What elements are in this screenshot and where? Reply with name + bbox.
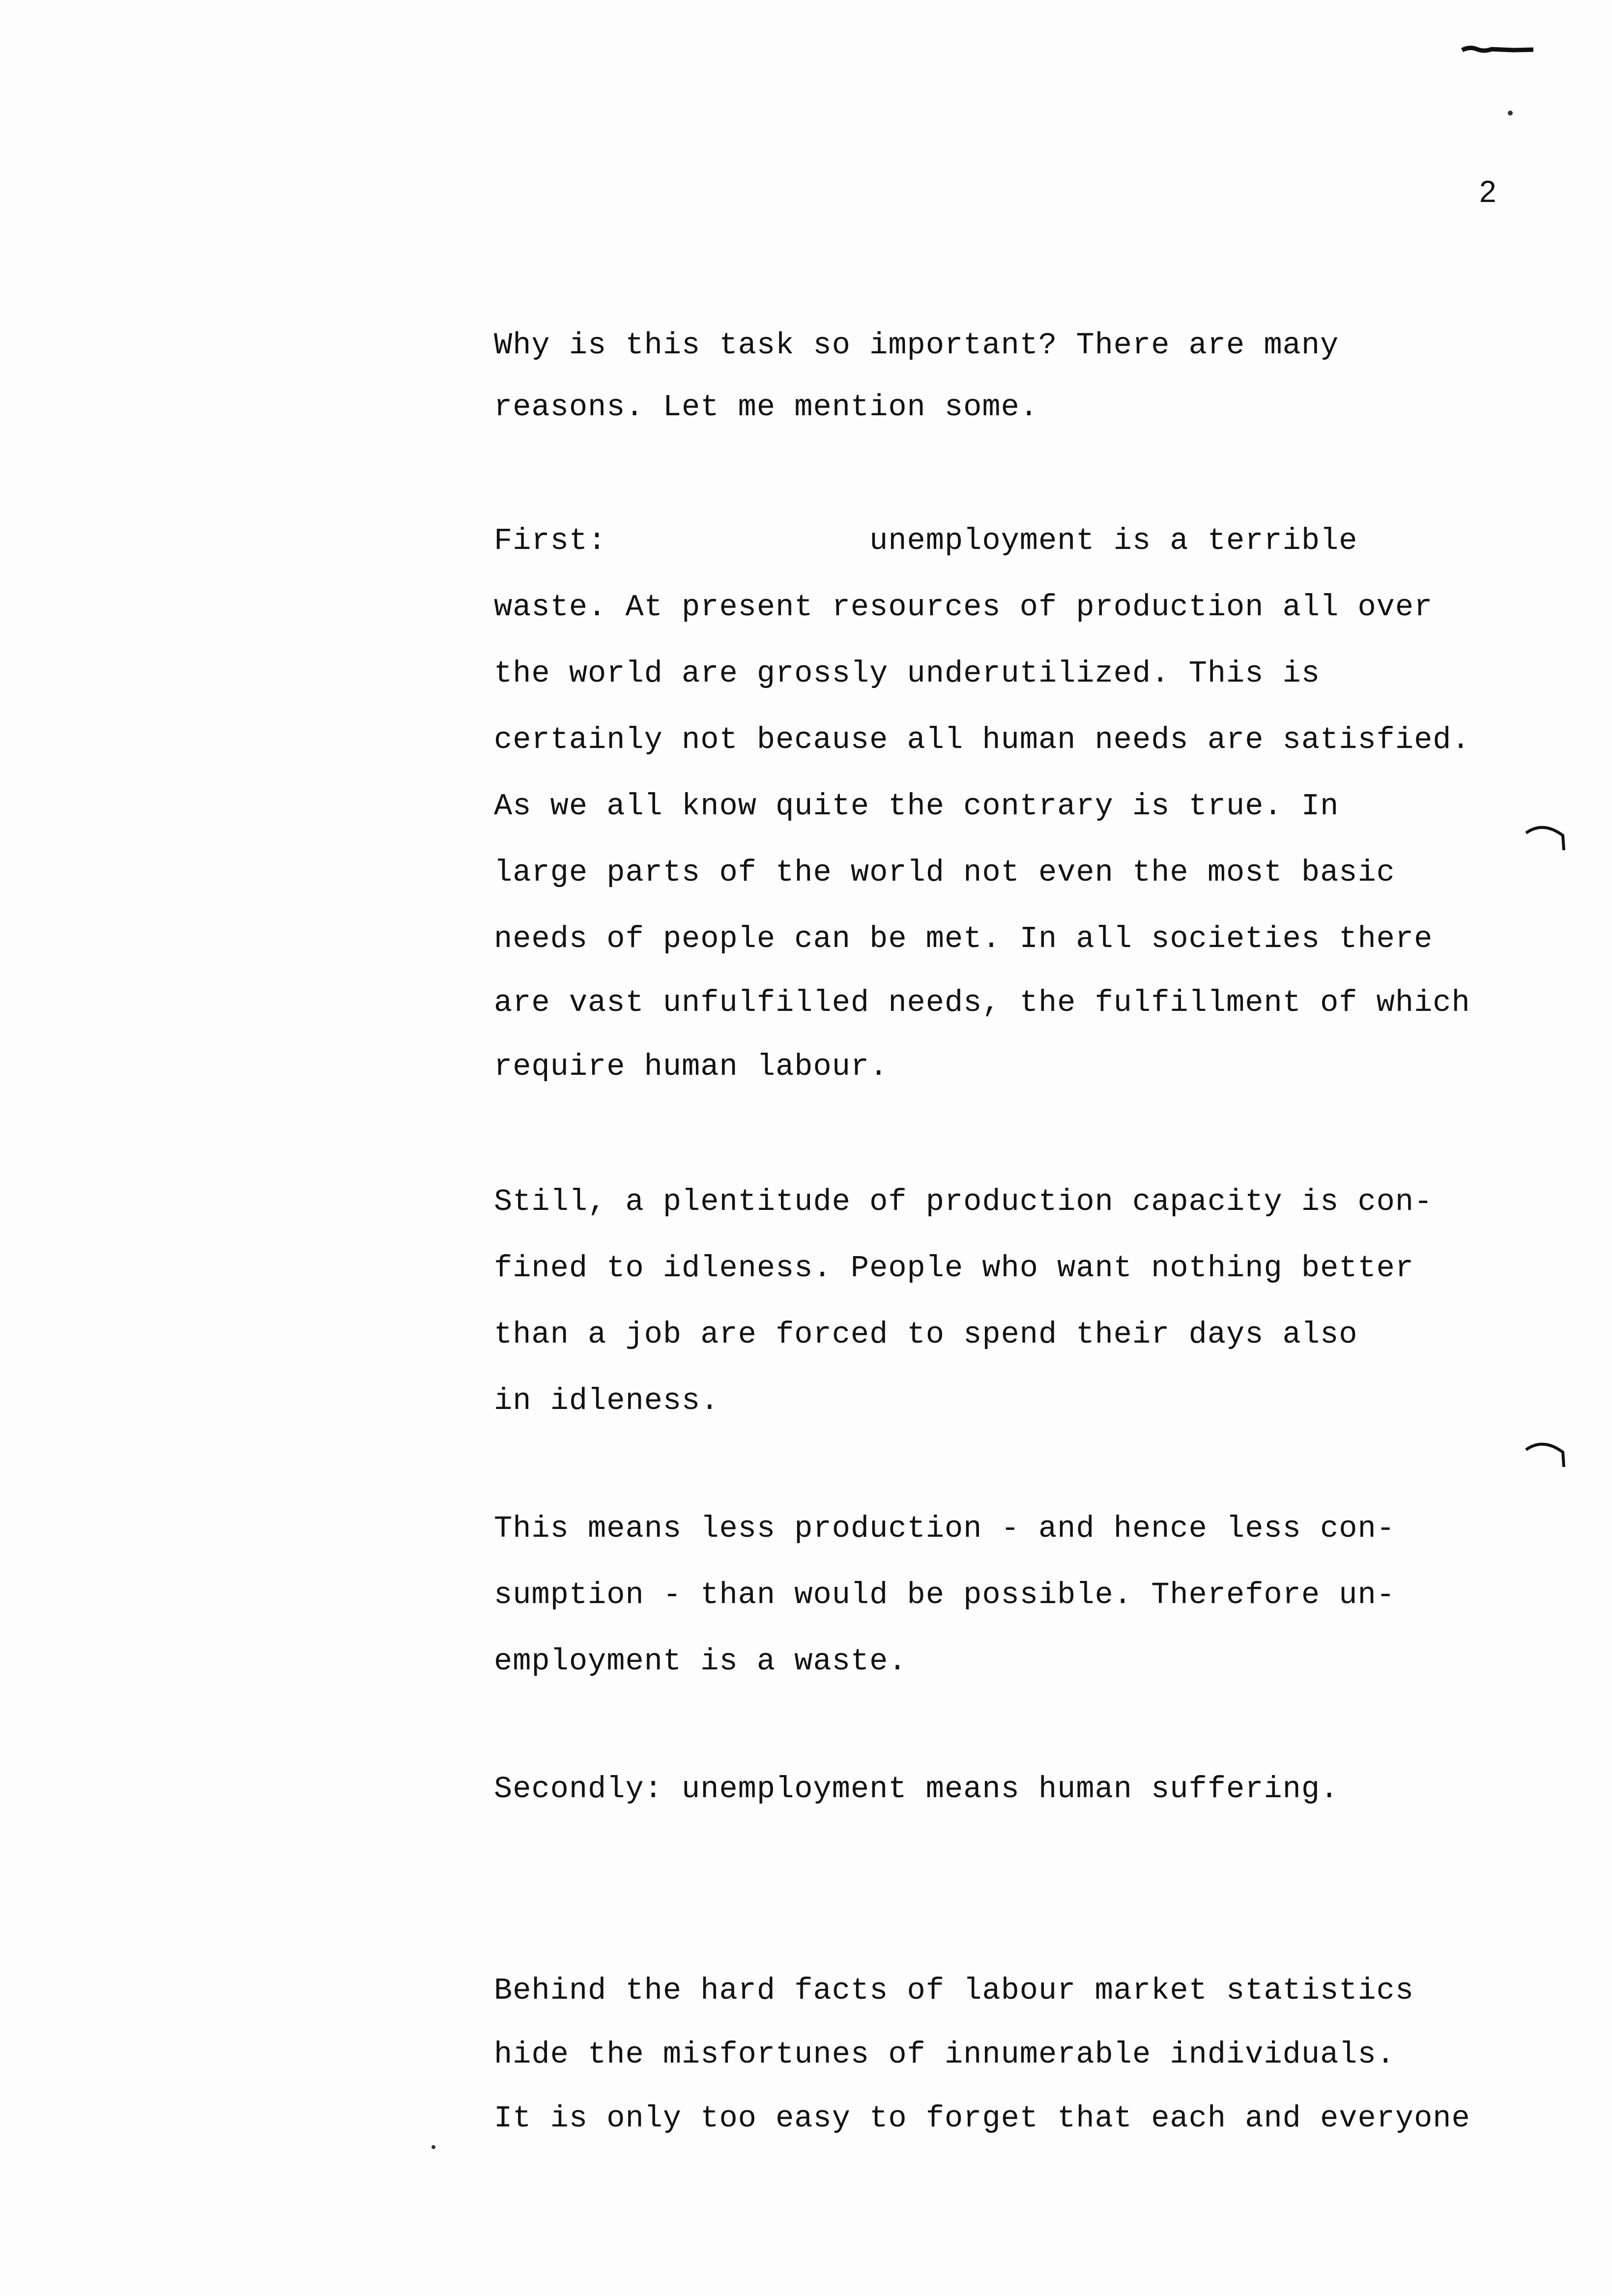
text-line: waste. At present resources of production all over — [494, 590, 1433, 625]
page-number: 2 — [1479, 175, 1497, 209]
punch-hole-mark — [1524, 821, 1568, 855]
text-line: Secondly: unemployment means human suffering. — [494, 1772, 1339, 1807]
text-line: Still, a plentitude of production capacity is con- — [494, 1184, 1433, 1219]
text-line: sumption - than would be possible. Therefore un- — [494, 1578, 1395, 1612]
text-line: reasons. Let me mention some. — [494, 390, 1038, 425]
text-line: Why is this task so important? There are many — [494, 328, 1339, 363]
punch-hole-mark — [1524, 1437, 1568, 1472]
text-line: are vast unfulfilled needs, the fulfillment of which — [494, 985, 1470, 1020]
text-line: hide the misfortunes of innumerable individuals. — [494, 2037, 1395, 2072]
text-line: than a job are forced to spend their days also — [494, 1317, 1358, 1352]
text-line: This means less production - and hence less con- — [494, 1511, 1395, 1546]
text-line: require human labour. — [494, 1049, 889, 1084]
text-line: large parts of the world not even the most basic — [494, 855, 1395, 890]
text-line: employment is a waste. — [494, 1644, 907, 1679]
text-line: fined to idleness. People who want nothing better — [494, 1251, 1414, 1286]
text-line: in idleness. — [494, 1383, 720, 1418]
text-line: It is only too easy to forget that each and everyone — [494, 2101, 1470, 2136]
text-line: As we all know quite the contrary is true. In — [494, 789, 1339, 824]
speck — [1508, 111, 1513, 115]
text-line: certainly not because all human needs are satisfied. — [494, 722, 1470, 757]
text-line: needs of people can be met. In all societies there — [494, 921, 1433, 956]
text-line: the world are grossly underutilized. This is — [494, 656, 1321, 691]
ink-mark — [1460, 45, 1533, 55]
text-line: First: unemployment is a terrible — [494, 523, 1358, 558]
text-line: Behind the hard facts of labour market statistics — [494, 1973, 1414, 2008]
speck — [432, 2145, 435, 2149]
